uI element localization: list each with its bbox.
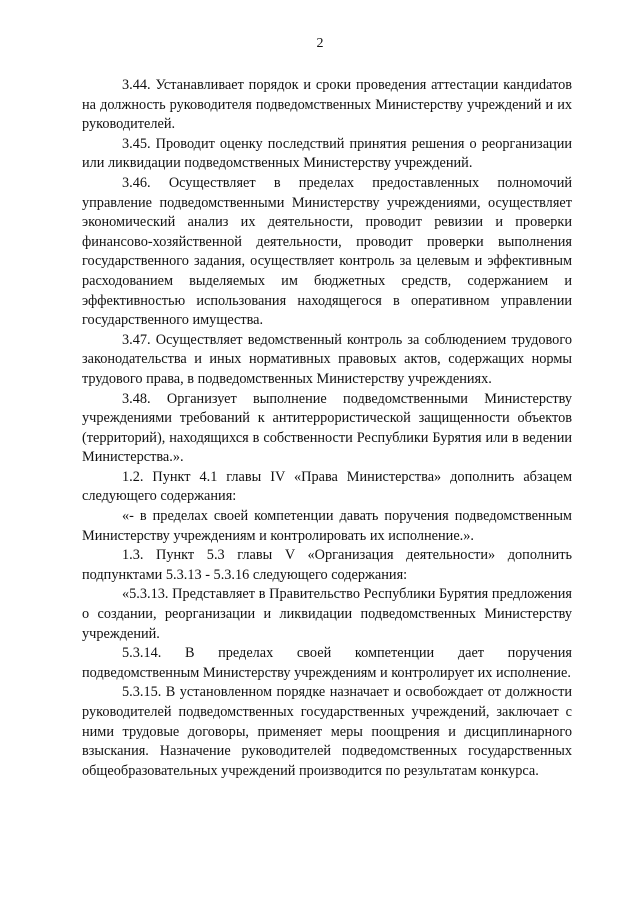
paragraph-3-48: 3.48. Организует выполнение подведомственными Министерству учреждениями требований к антитеррористической защищенности объектов (территорий), находящихся в собственности Республики Бурятия или в ведении Министерства.». — [82, 390, 572, 466]
paragraph-1-2: 1.2. Пункт 4.1 главы IV «Права Министерства» дополнить абзацем следующего содержания: — [82, 468, 572, 505]
paragraph-1-3: 1.3. Пункт 5.3 главы V «Организация деятельности» дополнить подпунктами 5.3.13 - 5.3.16 следующего содержания: — [82, 547, 572, 583]
paragraph-quote-4-1: «- в пределах своей компетенции давать поручения подведомственным Министерству учреждениям и контролировать их исполнение.». — [82, 508, 572, 544]
paragraph-5-3-15: 5.3.15. В установленном порядке назначает и освобождает от должности руководителей подведомственных государственных учреждений, заключает с ними трудовые договоры, применяет меры поощрения и дисциплинарного взыскания. Назначение руководителей подведомственных государственных общеобразовательных учреждений производится по результатам конкурса. — [82, 684, 572, 779]
paragraph-5-3-13: «5.3.13. Представляет в Правительство Республики Бурятия предложения о создании, реорганизации и ликвидации подведомственных Министерству учреждений. — [82, 586, 572, 642]
paragraph-3-46: 3.46. Осуществляет в пределах предоставленных полномочий управление подведомственными Министерству учреждениями, осуществляет экономический анализ их деятельности, проводит ревизии и проверки финансово-хозяйственной деятельности, проводит проверки выполнения государственного задания, осуществляет контроль за целевым и эффективным расходованием выделяемых им бюджетных средств, содержанием и эффективностью использования находящегося в оперативном управлении государственного имущества. — [82, 174, 572, 329]
paragraph-3-47: 3.47. Осуществляет ведомственный контроль за соблюдением трудового законодательства и иных нормативных правовых актов, содержащих нормы трудового права, в подведомственных Министерству учреждениях. — [82, 331, 572, 387]
paragraph-5-3-14: 5.3.14. В пределах своей компетенции дает поручения подведомственным Министерству учреждениям и контролирует их исполнение. — [82, 645, 572, 681]
paragraph-3-44: 3.44. Устанавливает порядок и сроки проведения аттестации кандиdатов на должность руководителя подведомственных Министерству учреждений и их руководителей. — [82, 77, 572, 133]
paragraph-3-45: 3.45. Проводит оценку последствий принятия решения о реорганизации или ликвидации подведомственных Министерству учреждений. — [82, 135, 572, 172]
document-body — [82, 76, 572, 781]
page-number: 2 — [316, 36, 324, 51]
